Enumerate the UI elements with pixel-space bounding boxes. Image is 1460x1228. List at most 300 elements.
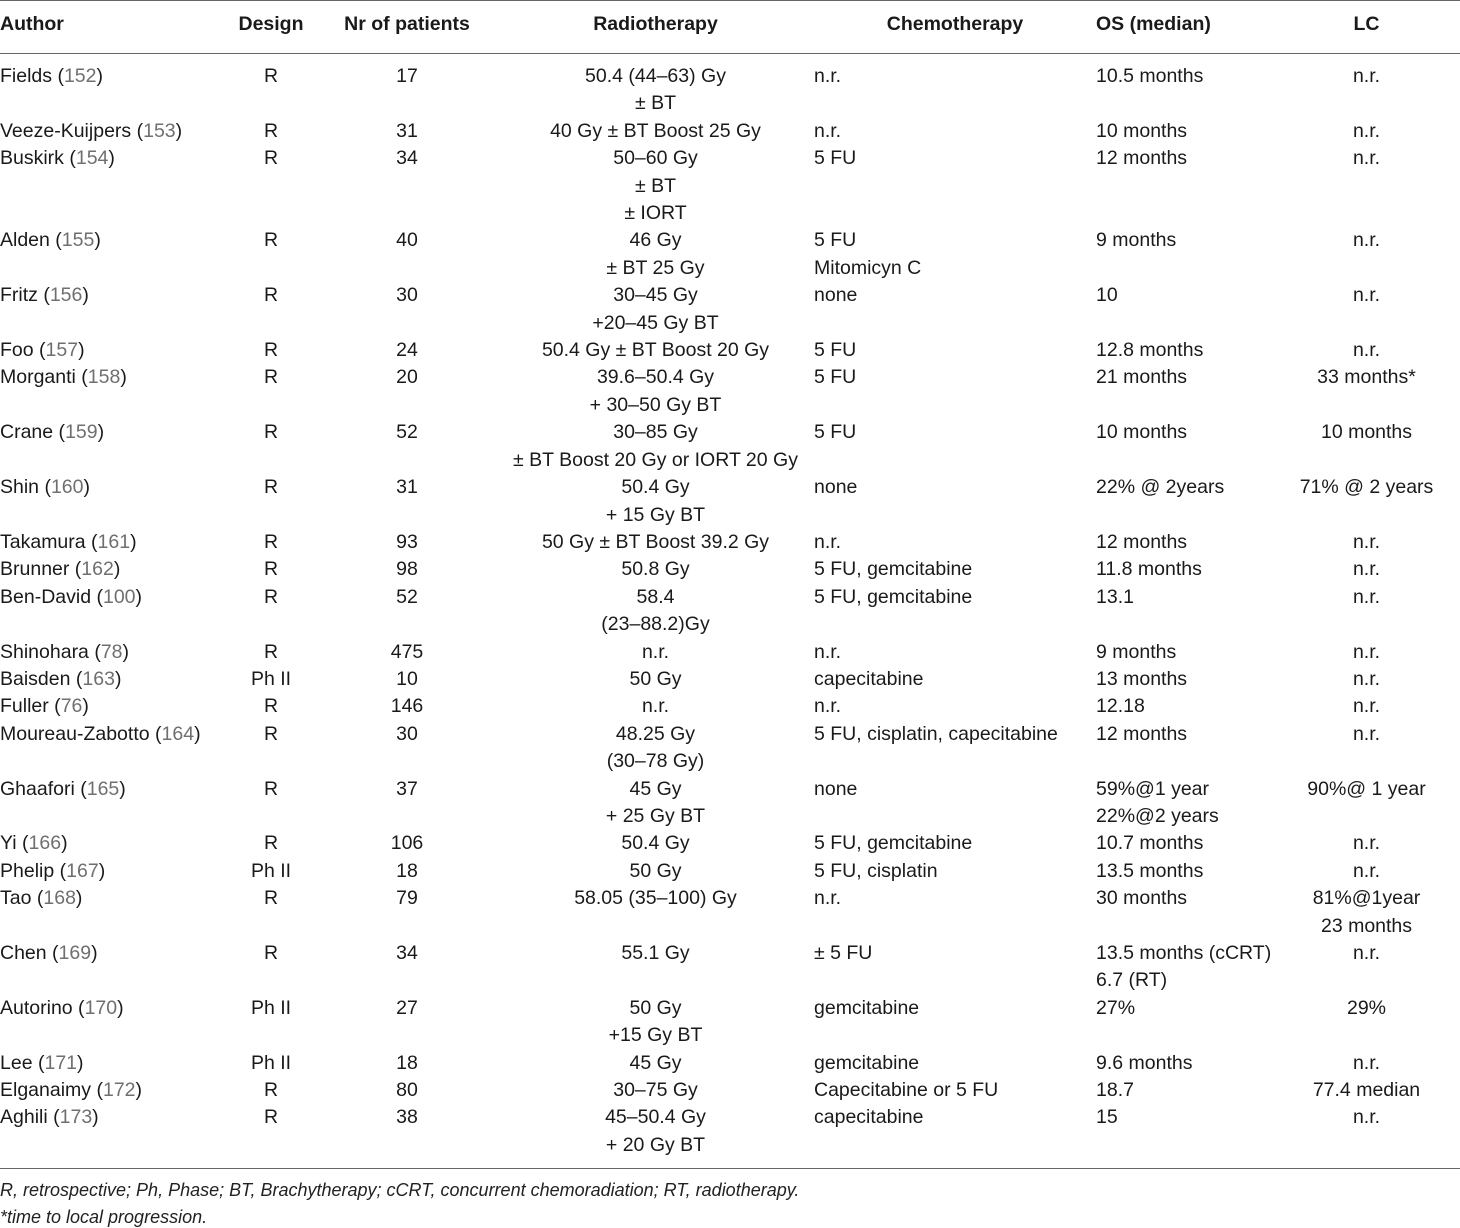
cell-radiotherapy <box>497 858 814 885</box>
cell-lc <box>1273 54 1460 118</box>
cell-radiotherapy-line: 46 Gy <box>629 229 682 252</box>
cell-radiotherapy <box>497 145 814 227</box>
cell-os-line: 18.7 <box>1096 1079 1134 1102</box>
cell-os-line: 12 months <box>1096 147 1188 170</box>
author-name: Morganti <box>0 366 76 389</box>
cell-lc <box>1273 419 1460 474</box>
cell-author: Crane (159) <box>0 421 105 444</box>
cell-patients: 31 <box>396 476 418 499</box>
cell-lc <box>1273 639 1460 666</box>
reference-link[interactable]: 165 <box>86 777 120 800</box>
reference-link[interactable]: 156 <box>49 284 83 307</box>
table-row <box>0 858 1460 885</box>
author-name: Moureau-Zabotto <box>0 722 150 745</box>
cell-os-line: 10 months <box>1096 119 1188 142</box>
cell-lc-line: n.r. <box>1352 859 1381 882</box>
reference-link[interactable]: 160 <box>50 476 84 499</box>
cell-os <box>1096 858 1273 885</box>
cell-author: Moureau-Zabotto (164) <box>0 722 201 745</box>
cell-lc <box>1273 693 1460 720</box>
cell-patients: 38 <box>317 1104 497 1168</box>
cell-radiotherapy <box>497 419 814 474</box>
cell-os <box>1096 1077 1273 1104</box>
cell-radiotherapy-line: (30–78 Gy) <box>606 750 705 773</box>
cell-radiotherapy-line: 30–85 Gy <box>613 421 698 444</box>
cell-design: R <box>263 119 279 142</box>
cell-radiotherapy <box>497 995 814 1050</box>
cell-chemotherapy-line: Capecitabine or 5 FU <box>814 1079 999 1102</box>
cell-radiotherapy-line: 50.4 (44–63) Gy <box>585 65 726 87</box>
cell-patients: 18 <box>396 1051 418 1074</box>
cell-os <box>1096 474 1273 529</box>
cell-lc-line: n.r. <box>1352 147 1381 170</box>
reference-link[interactable]: 152 <box>63 65 97 87</box>
cell-os-line: 12.18 <box>1096 695 1145 718</box>
cell-radiotherapy-line: 50.4 Gy ± BT Boost 20 Gy <box>541 339 770 362</box>
cell-radiotherapy <box>497 54 814 118</box>
cell-chemotherapy <box>814 1104 1096 1168</box>
cell-lc-line: n.r. <box>1352 339 1381 362</box>
reference-link[interactable]: 154 <box>75 147 109 170</box>
cell-chemotherapy <box>814 639 1096 666</box>
cell-lc-line: n.r. <box>1352 65 1381 87</box>
cell-radiotherapy <box>497 227 814 282</box>
cell-os <box>1096 995 1273 1050</box>
cell-lc <box>1273 995 1460 1050</box>
reference-link[interactable]: 168 <box>43 887 76 910</box>
cell-chemotherapy <box>814 940 1096 995</box>
table-row <box>0 337 1460 364</box>
cell-patients: 34 <box>396 942 418 964</box>
table-row <box>0 584 1460 639</box>
cell-author: Fields (152) <box>0 65 103 87</box>
cell-radiotherapy-line: 50 Gy <box>629 996 682 1019</box>
cell-lc <box>1273 1104 1460 1168</box>
cell-chemotherapy <box>814 227 1096 282</box>
cell-radiotherapy-line: + 25 Gy BT <box>605 804 706 827</box>
cell-author: Aghili (173) <box>0 1104 225 1168</box>
cell-chemotherapy-line: capecitabine <box>814 667 924 690</box>
cell-patients: 475 <box>390 640 424 663</box>
cell-os <box>1096 556 1273 583</box>
cell-author: Lee (171) <box>0 1051 84 1074</box>
header-chemotherapy: Chemotherapy <box>814 1 1096 54</box>
cell-os-line: 10 <box>1096 284 1118 307</box>
cell-lc-line: n.r. <box>1352 1051 1381 1074</box>
cell-radiotherapy <box>497 1104 814 1168</box>
cell-lc <box>1273 1050 1460 1077</box>
cell-patients: 20 <box>396 366 418 389</box>
cell-design: R <box>263 832 279 855</box>
cell-radiotherapy <box>497 1050 814 1077</box>
table-row <box>0 776 1460 831</box>
cell-radiotherapy-line: 58.05 (35–100) Gy <box>574 887 737 910</box>
cell-lc <box>1273 282 1460 337</box>
cell-radiotherapy <box>497 666 814 693</box>
cell-lc-line: n.r. <box>1352 640 1381 663</box>
cell-os-line: 12.8 months <box>1096 339 1204 362</box>
author-name: Ghaafori <box>0 777 75 800</box>
cell-chemotherapy-line: 5 FU, gemcitabine <box>814 558 973 581</box>
cell-radiotherapy-line: n.r. <box>641 695 670 718</box>
cell-lc <box>1273 666 1460 693</box>
cell-chemotherapy-line: n.r. <box>814 119 842 142</box>
author-name: Aghili <box>0 1106 48 1129</box>
table-row <box>0 693 1460 720</box>
cell-lc-line: 71% @ 2 years <box>1299 476 1434 499</box>
cell-lc-line: 10 months <box>1320 421 1413 444</box>
cell-os <box>1096 145 1273 227</box>
cell-radiotherapy <box>497 556 814 583</box>
cell-os-line: 15 <box>1096 1106 1118 1129</box>
cell-chemotherapy <box>814 145 1096 227</box>
author-name: Yi <box>0 832 17 855</box>
cell-chemotherapy-line: capecitabine <box>814 1106 924 1129</box>
cell-author: Brunner (162) <box>0 558 121 581</box>
cell-chemotherapy-line: gemcitabine <box>814 1051 920 1074</box>
cell-radiotherapy-line: 39.6–50.4 Gy <box>596 366 715 389</box>
cell-lc <box>1273 118 1460 145</box>
cell-design: R <box>225 1104 317 1168</box>
reference-link[interactable]: 157 <box>45 339 79 362</box>
author-name: Chen <box>0 942 47 964</box>
cell-radiotherapy-line: + 15 Gy BT <box>605 503 706 526</box>
cell-design: R <box>263 530 279 553</box>
cell-radiotherapy-line: n.r. <box>641 640 670 663</box>
table-row <box>0 885 1460 940</box>
cell-design: Ph II <box>250 996 292 1019</box>
cell-os <box>1096 364 1273 419</box>
author-name: Alden <box>0 229 50 252</box>
cell-os-line: 6.7 (RT) <box>1096 969 1168 992</box>
cell-os-line: 10 months <box>1096 421 1188 444</box>
cell-author: Buskirk (154) <box>0 147 115 170</box>
table-row <box>0 529 1460 556</box>
cell-chemotherapy-line: Mitomicyn C <box>814 256 922 279</box>
reference-link[interactable]: 153 <box>143 119 176 142</box>
cell-chemotherapy <box>814 995 1096 1050</box>
cell-lc <box>1273 227 1460 282</box>
table-row <box>0 227 1460 282</box>
cell-os <box>1096 776 1273 831</box>
cell-author: Alden (155) <box>0 229 101 252</box>
cell-os <box>1096 282 1273 337</box>
author-name: Phelip <box>0 859 55 882</box>
cell-patients: 93 <box>396 530 418 553</box>
author-name: Takamura <box>0 530 86 553</box>
cell-lc <box>1273 474 1460 529</box>
author-name: Autorino <box>0 996 73 1019</box>
cell-patients: 10 <box>396 667 418 690</box>
cell-author: Fuller (76) <box>0 695 89 718</box>
cell-radiotherapy <box>497 1077 814 1104</box>
cell-design: R <box>263 640 279 663</box>
cell-chemotherapy <box>814 364 1096 419</box>
cell-patients: 80 <box>396 1079 418 1102</box>
cell-chemotherapy <box>814 1077 1096 1104</box>
cell-lc-line: n.r. <box>1352 695 1381 718</box>
cell-lc <box>1273 830 1460 857</box>
cell-os-line: 27% <box>1096 996 1136 1019</box>
cell-os-line: 22% @ 2years <box>1096 476 1225 499</box>
table-row <box>0 282 1460 337</box>
header-radiotherapy: Radiotherapy <box>497 1 814 54</box>
cell-radiotherapy-line: 50 Gy <box>629 667 682 690</box>
cell-radiotherapy <box>497 776 814 831</box>
cell-radiotherapy-line: + 20 Gy BT <box>605 1133 706 1156</box>
cell-design: R <box>263 65 279 87</box>
table-row <box>0 118 1460 145</box>
reference-link[interactable]: 166 <box>28 832 62 855</box>
cell-chemotherapy-line: n.r. <box>814 65 842 87</box>
cell-lc <box>1273 885 1460 940</box>
table-row <box>0 556 1460 583</box>
cell-chemotherapy <box>814 858 1096 885</box>
table-row <box>0 1077 1460 1104</box>
table-row <box>0 666 1460 693</box>
cell-design: R <box>263 777 279 800</box>
cell-radiotherapy-line: ± BT Boost 20 Gy or IORT 20 Gy <box>513 448 798 471</box>
cell-author: Baisden (163) <box>0 667 122 690</box>
cell-os-line: 13.5 months (cCRT) <box>1096 942 1272 964</box>
cell-design: Ph II <box>250 859 292 882</box>
header-row <box>0 1 1460 54</box>
cell-chemotherapy <box>814 118 1096 145</box>
author-name: Baisden <box>0 667 71 690</box>
cell-radiotherapy-line: + 30–50 Gy BT <box>589 393 722 416</box>
table-row <box>0 830 1460 857</box>
cell-chemotherapy <box>814 282 1096 337</box>
cell-os <box>1096 227 1273 282</box>
cell-chemotherapy-line: 5 FU, gemcitabine <box>814 585 973 608</box>
cell-chemotherapy <box>814 721 1096 776</box>
reference-link[interactable]: 170 <box>84 996 118 1019</box>
cell-os-line: 9 months <box>1096 229 1177 252</box>
author-name: Buskirk <box>0 147 64 170</box>
reference-link[interactable]: 78 <box>100 640 123 663</box>
cell-lc <box>1273 721 1460 776</box>
cell-patients: 52 <box>396 421 418 444</box>
cell-chemotherapy-line: 5 FU, cisplatin <box>814 859 938 882</box>
cell-radiotherapy <box>497 721 814 776</box>
cell-author: Chen (169) <box>0 942 98 964</box>
table-row <box>0 54 1460 118</box>
cell-lc <box>1273 145 1460 227</box>
author-name: Ben-David <box>0 585 92 608</box>
cell-radiotherapy-line: ± BT 25 Gy <box>606 256 705 279</box>
cell-author: Morganti (158) <box>0 366 127 389</box>
reference-link[interactable]: 173 <box>59 1106 93 1129</box>
cell-author: Phelip (167) <box>0 859 106 882</box>
reference-link[interactable]: 162 <box>81 558 114 581</box>
cell-design: R <box>263 284 279 307</box>
cell-chemotherapy <box>814 666 1096 693</box>
cell-os-line: 22%@2 years <box>1096 804 1219 827</box>
cell-author: Shinohara (78) <box>0 640 130 663</box>
reference-link[interactable]: 159 <box>65 421 98 444</box>
cell-radiotherapy-line: 45 Gy <box>629 777 682 800</box>
table-row <box>0 364 1460 419</box>
cell-os-line: 10.5 months <box>1096 65 1204 87</box>
cell-lc-line: n.r. <box>1352 585 1381 608</box>
cell-design: R <box>263 1079 279 1102</box>
table-row <box>0 995 1460 1050</box>
cell-lc-line: n.r. <box>1352 558 1381 581</box>
cell-os <box>1096 1104 1273 1168</box>
cell-lc-line: n.r. <box>1352 1106 1381 1129</box>
author-name: Veeze-Kuijpers <box>0 119 132 142</box>
cell-chemotherapy <box>814 885 1096 940</box>
cell-os-line: 11.8 months <box>1096 558 1202 581</box>
cell-design: R <box>263 695 279 718</box>
reference-link[interactable]: 169 <box>58 942 92 964</box>
cell-chemotherapy-line: n.r. <box>814 530 842 553</box>
table-row <box>0 940 1460 995</box>
cell-chemotherapy-line: n.r. <box>814 695 842 718</box>
cell-os-line: 13.1 <box>1096 585 1134 608</box>
author-name: Fields <box>0 65 53 87</box>
reference-link[interactable]: 163 <box>82 667 115 690</box>
cell-design: Ph II <box>250 1051 292 1074</box>
cell-os <box>1096 721 1273 776</box>
reference-link[interactable]: 100 <box>102 585 136 608</box>
reference-link[interactable]: 158 <box>87 366 121 389</box>
cell-radiotherapy-line: 30–45 Gy <box>613 284 698 307</box>
cell-chemotherapy <box>814 776 1096 831</box>
cell-lc-line: n.r. <box>1352 119 1381 142</box>
cell-design: R <box>263 942 279 964</box>
cell-os <box>1096 118 1273 145</box>
cell-author: Yi (166) <box>0 832 68 855</box>
cell-lc <box>1273 337 1460 364</box>
cell-chemotherapy <box>814 529 1096 556</box>
reference-link[interactable]: 155 <box>61 229 95 252</box>
cell-chemotherapy <box>814 474 1096 529</box>
cell-chemotherapy <box>814 419 1096 474</box>
cell-radiotherapy <box>497 584 814 639</box>
cell-patients: 146 <box>390 695 424 718</box>
cell-os-line: 30 months <box>1096 887 1188 910</box>
cell-radiotherapy <box>497 118 814 145</box>
cell-os <box>1096 584 1273 639</box>
cell-radiotherapy-line: ± BT <box>634 92 677 115</box>
header-patients: Nr of patients <box>317 1 497 54</box>
reference-link[interactable]: 172 <box>102 1079 136 1102</box>
cell-patients: 98 <box>396 558 418 581</box>
cell-design: R <box>263 476 279 499</box>
cell-radiotherapy-line: +20–45 Gy BT <box>592 311 719 334</box>
cell-os <box>1096 1050 1273 1077</box>
author-name: Shin <box>0 476 40 499</box>
cell-design: R <box>263 339 279 362</box>
cell-chemotherapy-line: 5 FU <box>814 366 857 389</box>
cell-radiotherapy-line: 50 Gy <box>629 859 682 882</box>
table-row <box>0 1050 1460 1077</box>
cell-chemotherapy <box>814 1050 1096 1077</box>
cell-design: R <box>263 147 279 170</box>
cell-radiotherapy-line: 50–60 Gy <box>613 147 698 170</box>
cell-chemotherapy <box>814 584 1096 639</box>
cell-os <box>1096 830 1273 857</box>
cell-patients: 106 <box>390 832 424 855</box>
cell-radiotherapy <box>497 885 814 940</box>
cell-author: Ben-David (100) <box>0 585 143 608</box>
cell-os-line: 12 months <box>1096 530 1188 553</box>
header-author: Author <box>0 1 225 54</box>
cell-os <box>1096 666 1273 693</box>
cell-lc <box>1273 940 1460 995</box>
cell-lc-line: n.r. <box>1352 722 1381 745</box>
cell-lc-line: 81%@1year <box>1312 887 1421 910</box>
cell-os <box>1096 529 1273 556</box>
cell-patients: 18 <box>396 859 418 882</box>
cell-chemotherapy-line: n.r. <box>814 887 842 910</box>
table-body <box>0 54 1460 1169</box>
cell-patients: 27 <box>396 996 418 1019</box>
cell-author: Ghaafori (165) <box>0 777 126 800</box>
cell-author: Foo (157) <box>0 339 85 362</box>
reference-link[interactable]: 167 <box>66 859 99 882</box>
cell-patients: 34 <box>396 147 418 170</box>
author-name: Tao <box>0 887 32 910</box>
cell-radiotherapy-line: 55.1 Gy <box>621 942 690 964</box>
cell-radiotherapy <box>497 474 814 529</box>
cell-radiotherapy-line: 50.4 Gy <box>621 476 690 499</box>
cell-chemotherapy-line: n.r. <box>814 640 842 663</box>
cell-radiotherapy <box>497 364 814 419</box>
cell-lc <box>1273 529 1460 556</box>
footnote-asterisk: *time to local progression. <box>0 1207 208 1227</box>
cell-patients: 79 <box>396 887 418 910</box>
cell-os-line: 10.7 months <box>1096 832 1204 855</box>
cell-chemotherapy <box>814 693 1096 720</box>
cell-lc-line: n.r. <box>1352 530 1381 553</box>
table-row <box>0 419 1460 474</box>
cell-patients: 30 <box>396 284 418 307</box>
cell-lc <box>1273 858 1460 885</box>
cell-author: Elganaimy (172) <box>0 1079 143 1102</box>
cell-lc-line: 33 months* <box>1317 366 1416 389</box>
author-name: Lee <box>0 1051 33 1074</box>
cell-patients: 31 <box>396 119 418 142</box>
cell-author: Shin (160) <box>0 476 90 499</box>
cell-patients: 30 <box>396 722 418 745</box>
cell-radiotherapy-line: 45 Gy <box>629 1051 682 1074</box>
cell-design: R <box>263 887 279 910</box>
cell-os-line: 13.5 months <box>1096 859 1204 882</box>
cell-chemotherapy-line: 5 FU <box>814 339 857 362</box>
author-name: Elganaimy <box>0 1079 92 1102</box>
cell-radiotherapy-line: +15 Gy BT <box>608 1024 703 1047</box>
cell-radiotherapy <box>497 830 814 857</box>
author-name: Shinohara <box>0 640 89 663</box>
author-name: Fritz <box>0 284 38 307</box>
cell-design: R <box>263 585 279 608</box>
cell-os <box>1096 54 1273 118</box>
cell-author: Autorino (170) <box>0 996 124 1019</box>
cell-design: Ph II <box>250 667 292 690</box>
cell-radiotherapy-line: 58.4 <box>636 585 675 608</box>
cell-radiotherapy <box>497 282 814 337</box>
reference-link[interactable]: 164 <box>161 722 195 745</box>
reference-link[interactable]: 171 <box>44 1051 78 1074</box>
reference-link[interactable]: 161 <box>97 530 131 553</box>
cell-chemotherapy-line: 5 FU <box>814 229 857 252</box>
cell-lc-line: n.r. <box>1352 832 1381 855</box>
cell-design: R <box>263 558 279 581</box>
reference-link[interactable]: 76 <box>60 695 83 718</box>
cell-radiotherapy-line: 48.25 Gy <box>615 722 696 745</box>
